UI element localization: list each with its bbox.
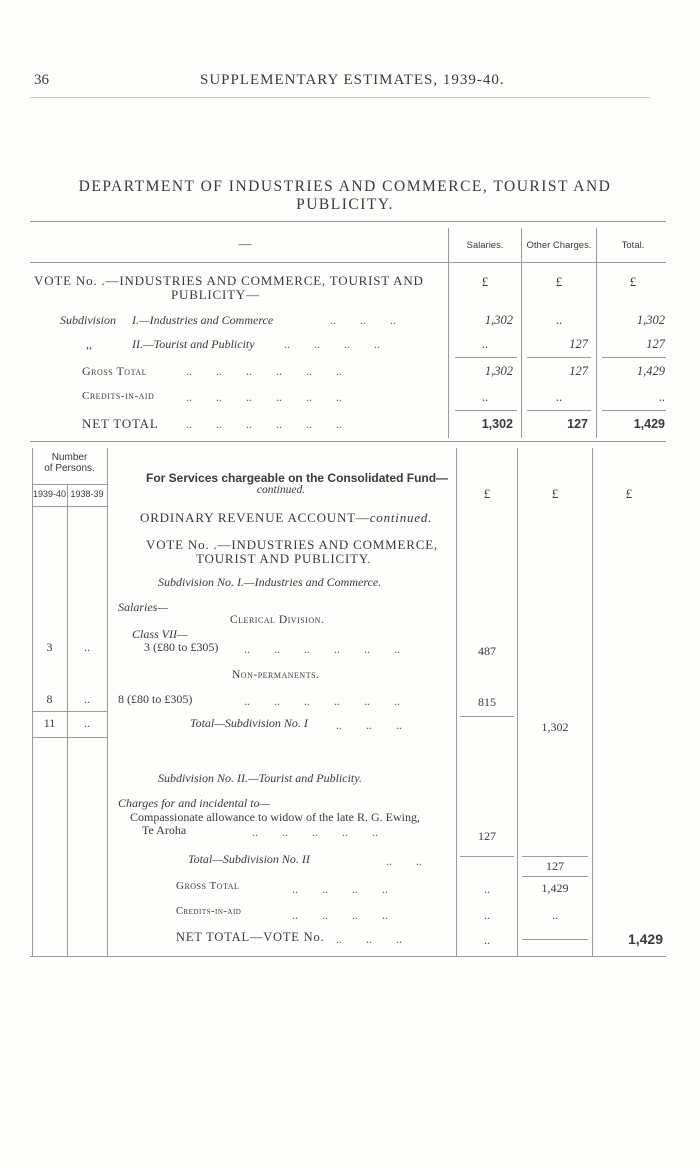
currency-symbol: £ [551,486,559,501]
row-label: Credits-in-aid [176,906,242,917]
persons-header-line2: of Persons. [44,463,95,474]
row-label: I.—Industries and Commerce [132,313,274,327]
currency-symbol: £ [629,274,637,289]
row-label: II.—Tourist and Publicity [132,337,255,351]
row-other: 127 [567,417,588,431]
summary-col-divider [596,228,597,438]
row-salaries: 1,302 [484,364,513,378]
running-title: SUPPLEMENTARY ESTIMATES, 1939-40. [200,72,505,88]
currency-symbol: £ [555,274,563,289]
row-label-prefix: Subdivision [60,313,116,327]
non-permanents: Non-permanents. [232,669,320,681]
currency-symbol: £ [625,486,633,501]
row-other: 127 [569,364,588,378]
row-salaries: .. [481,390,489,404]
row-label: Gross Total [82,364,147,378]
row-label: NET TOTAL [82,416,159,431]
summary-col-divider [521,228,522,438]
row-salaries: .. [484,933,490,947]
row-label: 3 (£80 to £305) [144,640,219,654]
summary-col-divider [448,228,449,438]
row-amount: 127 [478,829,496,843]
row-other: .. [555,390,563,404]
row-label: Total—Subdivision No. II [188,852,310,866]
row-salaries: 1,302 [481,417,513,431]
col-total: Total. [621,240,645,251]
row-label: Gross Total [176,880,240,892]
department-title: DEPARTMENT OF INDUSTRIES AND COMMERCE, TOURIST AND [78,178,612,195]
detail-vote-title-line2: TOURIST AND PUBLICITY. [196,551,372,566]
persons-1939-40: 8 [46,692,53,706]
year-1938-39: 1938-39 [70,489,104,499]
persons-1939-40: 11 [43,716,56,730]
summary-dash: — [238,236,252,251]
row-total: 1,302 [636,313,665,327]
account-heading: ORDINARY REVENUE ACCOUNT—continued. [140,510,433,525]
clerical-division: Clerical Division. [230,614,325,626]
currency-symbol: £ [481,274,489,289]
header-rule [30,97,650,98]
subdivision-2-heading: Subdivision No. II.—Tourist and Publicity. [158,771,362,785]
page-number: 36 [34,72,49,88]
persons-header: Number [51,452,88,463]
summary-top-rule [30,221,666,222]
summary-header-rule [30,262,666,263]
row-amount: 1,302 [541,720,569,734]
subdivision-1-heading: Subdivision No. I.—Industries and Commerce. [158,575,382,589]
row-total: 1,429 [636,364,665,378]
services-heading: For Services chargeable on the Consolidated Fund— [146,471,449,485]
row-label: 8 (£80 to £305) [118,692,193,706]
detail-bottom-rule [30,956,666,957]
col-other-charges: Other Charges. [526,240,592,251]
detail-vote-title: VOTE No. .—INDUSTRIES AND COMMERCE, [146,537,438,552]
row-other: 127 [569,337,588,351]
charges-heading: Charges for and incidental to— [118,796,271,810]
currency-symbol: £ [483,486,491,501]
row-total: 1,429 [633,417,665,431]
row-amount: 1,429 [541,881,569,895]
row-salaries: .. [484,882,490,896]
services-heading-continued: continued. [256,484,306,496]
row-amount: 815 [478,695,496,709]
persons-1938-39: .. [84,716,90,730]
compassionate-allowance: Compassionate allowance to widow of the late R. G. Ewing, [130,810,420,824]
year-1939-40: 1939-40 [32,489,67,499]
persons-1939-40: 3 [46,640,53,654]
persons-1938-39: .. [84,640,90,654]
row-salaries: .. [481,337,489,351]
row-label-prefix: ,, [86,337,92,351]
row-label: Te Aroha [142,823,187,837]
row-total: .. [658,390,665,404]
row-amount: 487 [478,644,496,658]
summary-vote-title-line2: PUBLICITY— [171,287,260,302]
row-salaries: 1,302 [484,313,513,327]
salaries-label: Salaries— [118,600,169,614]
persons-1938-39: .. [84,692,90,706]
row-label: NET TOTAL—VOTE No. [176,930,325,944]
department-title-line2: PUBLICITY. [296,196,394,213]
row-amount: 127 [546,859,564,873]
row-label: Credits-in-aid [82,390,155,402]
row-salaries: .. [484,908,490,922]
col-salaries: Salaries. [466,240,504,251]
summary-bottom-rule [30,441,666,442]
row-label: Total—Subdivision No. I [190,716,308,730]
row-other: .. [555,313,563,327]
summary-vote-title: VOTE No. .—INDUSTRIES AND COMMERCE, TOURIST AND [34,273,424,288]
row-amount: .. [552,908,558,922]
row-total: 127 [646,337,665,351]
net-total-amount: 1,429 [627,931,663,947]
class-vii: Class VII— [132,627,188,641]
